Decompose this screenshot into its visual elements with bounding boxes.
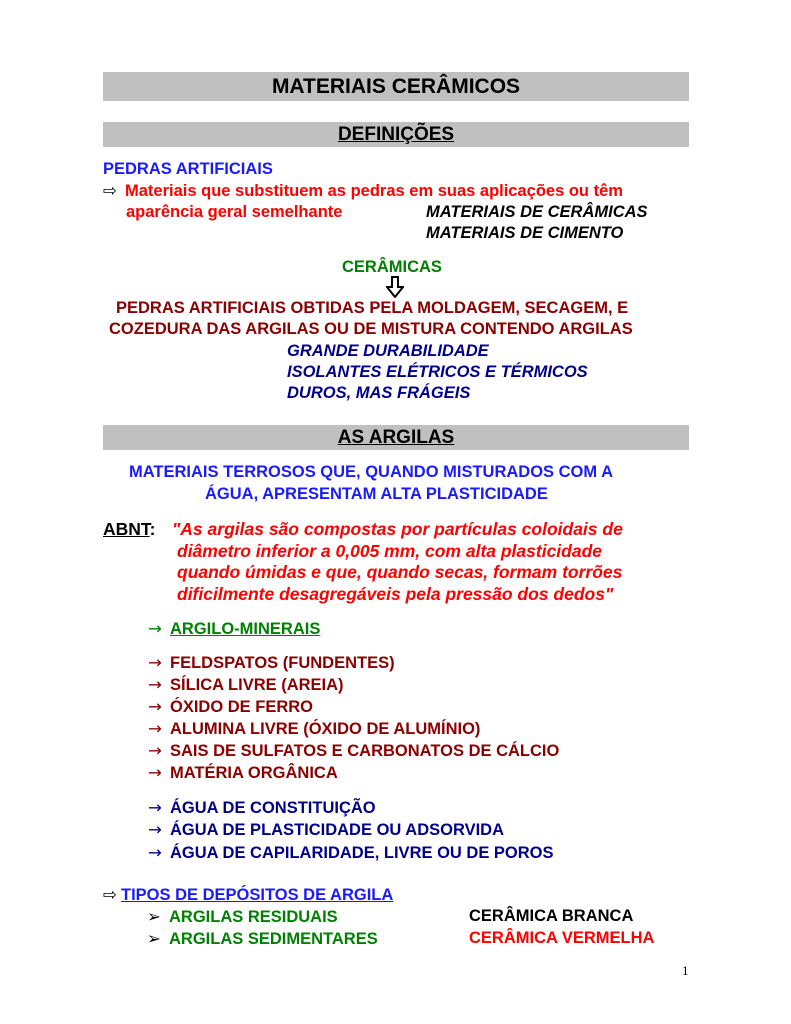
componente-item: [148, 697, 313, 717]
argilas-residuais-item: [147, 907, 338, 927]
abnt-quote-1: "As argilas são compostas por partículas coloidais de: [172, 519, 623, 539]
agua-label: ÁGUA DE CONSTITUIÇÃO: [170, 799, 376, 817]
agua-label: ÁGUA DE CAPILARIDADE, LIVRE OU DE POROS: [170, 844, 554, 862]
ceramica-branca: CERÂMICA BRANCA: [469, 907, 634, 925]
section-bar-definicoes: [103, 122, 689, 147]
agua-item: [148, 843, 554, 863]
abnt-colon: :: [149, 519, 156, 539]
definition-line-1: [103, 181, 623, 201]
componente-label: ÓXIDO DE FERRO: [170, 698, 314, 716]
ceramic-definition-2: COZEDURA DAS ARGILAS OU DE MISTURA CONTENDO ARGILAS: [109, 320, 633, 338]
tipos-label: TIPOS DE DEPÓSITOS DE ARGILA: [121, 886, 394, 904]
definition-line-2: aparência geral semelhante: [126, 203, 343, 221]
pointer-icon: ➢: [147, 929, 161, 948]
agua-label: ÁGUA DE PLASTICIDADE OU ADSORVIDA: [170, 821, 504, 839]
componente-label: SÍLICA LIVRE (AREIA): [170, 676, 344, 694]
ceramic-definition-1: PEDRAS ARTIFICIAIS OBTIDAS PELA MOLDAGEM, SECAGEM, E: [116, 299, 629, 317]
componente-item: [148, 653, 395, 673]
arrow-icon: →: [148, 741, 162, 760]
argilo-minerais-label: ARGILO-MINERAIS: [170, 620, 321, 638]
argilo-minerais-item: [148, 619, 320, 639]
abnt-quote-3: quando úmidas e que, quando secas, formam torrões: [177, 562, 623, 582]
arrow-icon: →: [148, 697, 162, 716]
pedras-heading: PEDRAS ARTIFICIAIS: [103, 160, 273, 178]
definition-text-1: Materiais que substituem as pedras em suas aplicações ou têm: [125, 182, 623, 200]
abnt-quote-4: dificilmente desagregáveis pela pressão dos dedos": [177, 584, 614, 604]
outline-arrow-icon: ⇨: [103, 181, 117, 200]
page-number: 1: [682, 963, 689, 978]
ceramicas-label: CERÂMICAS: [342, 258, 442, 276]
ceramica-vermelha: CERÂMICA VERMELHA: [469, 929, 655, 947]
outline-arrow-icon: ⇨: [103, 885, 117, 904]
material-ceramicas: MATERIAIS DE CERÂMICAS: [426, 203, 648, 221]
componente-label: ALUMINA LIVRE (ÓXIDO DE ALUMÍNIO): [170, 720, 481, 738]
section-bar-argilas: [103, 425, 689, 450]
property-3: DUROS, MAS FRÁGEIS: [287, 384, 471, 402]
arrow-icon: →: [148, 619, 162, 638]
property-1: GRANDE DURABILIDADE: [287, 342, 489, 360]
pointer-icon: ➢: [147, 907, 161, 926]
componente-label: FELDSPATOS (FUNDENTES): [170, 654, 395, 672]
material-cimento: MATERIAIS DE CIMENTO: [426, 224, 624, 242]
arrow-icon: →: [148, 719, 162, 738]
agua-item: [148, 798, 376, 818]
componente-label: SAIS DE SULFATOS E CARBONATOS DE CÁLCIO: [170, 742, 560, 760]
abnt-label-wrap: [103, 519, 156, 540]
componente-item: [148, 763, 338, 783]
property-2: ISOLANTES ELÉTRICOS E TÉRMICOS: [287, 363, 588, 381]
argilas-intro-1: MATERIAIS TERROSOS QUE, QUANDO MISTURADOS COM A: [129, 463, 614, 481]
agua-item: [148, 820, 504, 840]
arrow-icon: →: [148, 653, 162, 672]
argilas-sedimentares-label: ARGILAS SEDIMENTARES: [169, 930, 378, 948]
argilas-intro-2: ÁGUA, APRESENTAM ALTA PLASTICIDADE: [205, 485, 548, 503]
section-title-argilas: AS ARGILAS: [337, 427, 455, 448]
title-bar: [103, 72, 689, 101]
arrow-icon: →: [148, 763, 162, 782]
section-title-definicoes: DEFINIÇÕES: [337, 124, 455, 145]
arrow-icon: →: [148, 798, 162, 817]
tipos-heading: [103, 885, 393, 905]
abnt-quote-2: diâmetro inferior a 0,005 mm, com alta plasticidade: [177, 541, 603, 561]
componente-item: [148, 741, 559, 761]
abnt-label: ABNT: [103, 519, 150, 539]
page-title: MATERIAIS CERÂMICOS: [271, 75, 521, 98]
arrow-down-svg: [386, 276, 404, 298]
componente-item: [148, 719, 480, 739]
arrow-icon: →: [148, 675, 162, 694]
componente-item: [148, 675, 344, 695]
argilas-sedimentares-item: [147, 929, 378, 949]
arrow-icon: →: [148, 843, 162, 862]
componente-label: MATÉRIA ORGÂNICA: [170, 764, 338, 782]
argilas-residuais-label: ARGILAS RESIDUAIS: [169, 908, 338, 926]
arrow-icon: →: [148, 820, 162, 839]
